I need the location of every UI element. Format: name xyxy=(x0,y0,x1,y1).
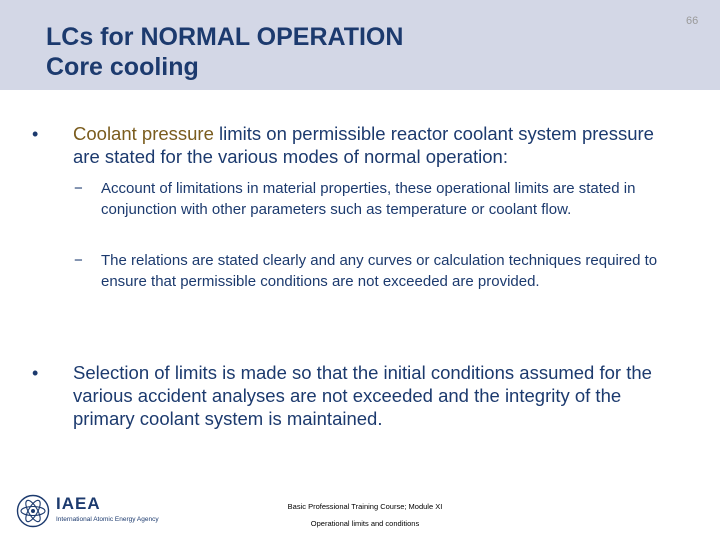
bullet-1-body: limits on permissible reactor coolant system pressure are stated for the various modes of normal operation: xyxy=(73,123,654,167)
iaea-logo xyxy=(16,492,166,532)
sub-item-1: Account of limitations in material properties, these operational limits are stated in conjunction with other parameters such as temperature or coolant flow. xyxy=(101,180,636,218)
slide-title: LCs for NORMAL OPERATION Core cooling xyxy=(46,23,404,81)
bullet-marker: • xyxy=(32,363,39,383)
atom-icon xyxy=(16,494,50,528)
logo-wordmark: IAEA xyxy=(56,494,101,513)
footer-course: Basic Professional Training Course; Module XI xyxy=(287,502,443,511)
dash-marker: − xyxy=(74,252,83,269)
sub-item-2: The relations are stated clearly and any curves or calculation techniques required to ensure that permissible conditions are not exceeded are provided. xyxy=(101,252,658,290)
slide-header xyxy=(0,0,720,90)
logo-subtitle: International Atomic Energy Agency xyxy=(56,516,159,523)
dash-marker: − xyxy=(74,180,83,197)
footer-module: Operational limits and conditions xyxy=(310,519,420,528)
page-number: 66 xyxy=(686,15,699,27)
bullet-1-emphasis: Coolant pressure xyxy=(73,123,214,144)
bullet-1-text xyxy=(73,122,673,168)
bullet-2-text: Selection of limits is made so that the initial conditions assumed for the various accident analyses are not exceeded and the integrity of the primary coolant system is maintained. xyxy=(73,362,652,429)
bullet-marker: • xyxy=(32,124,39,144)
